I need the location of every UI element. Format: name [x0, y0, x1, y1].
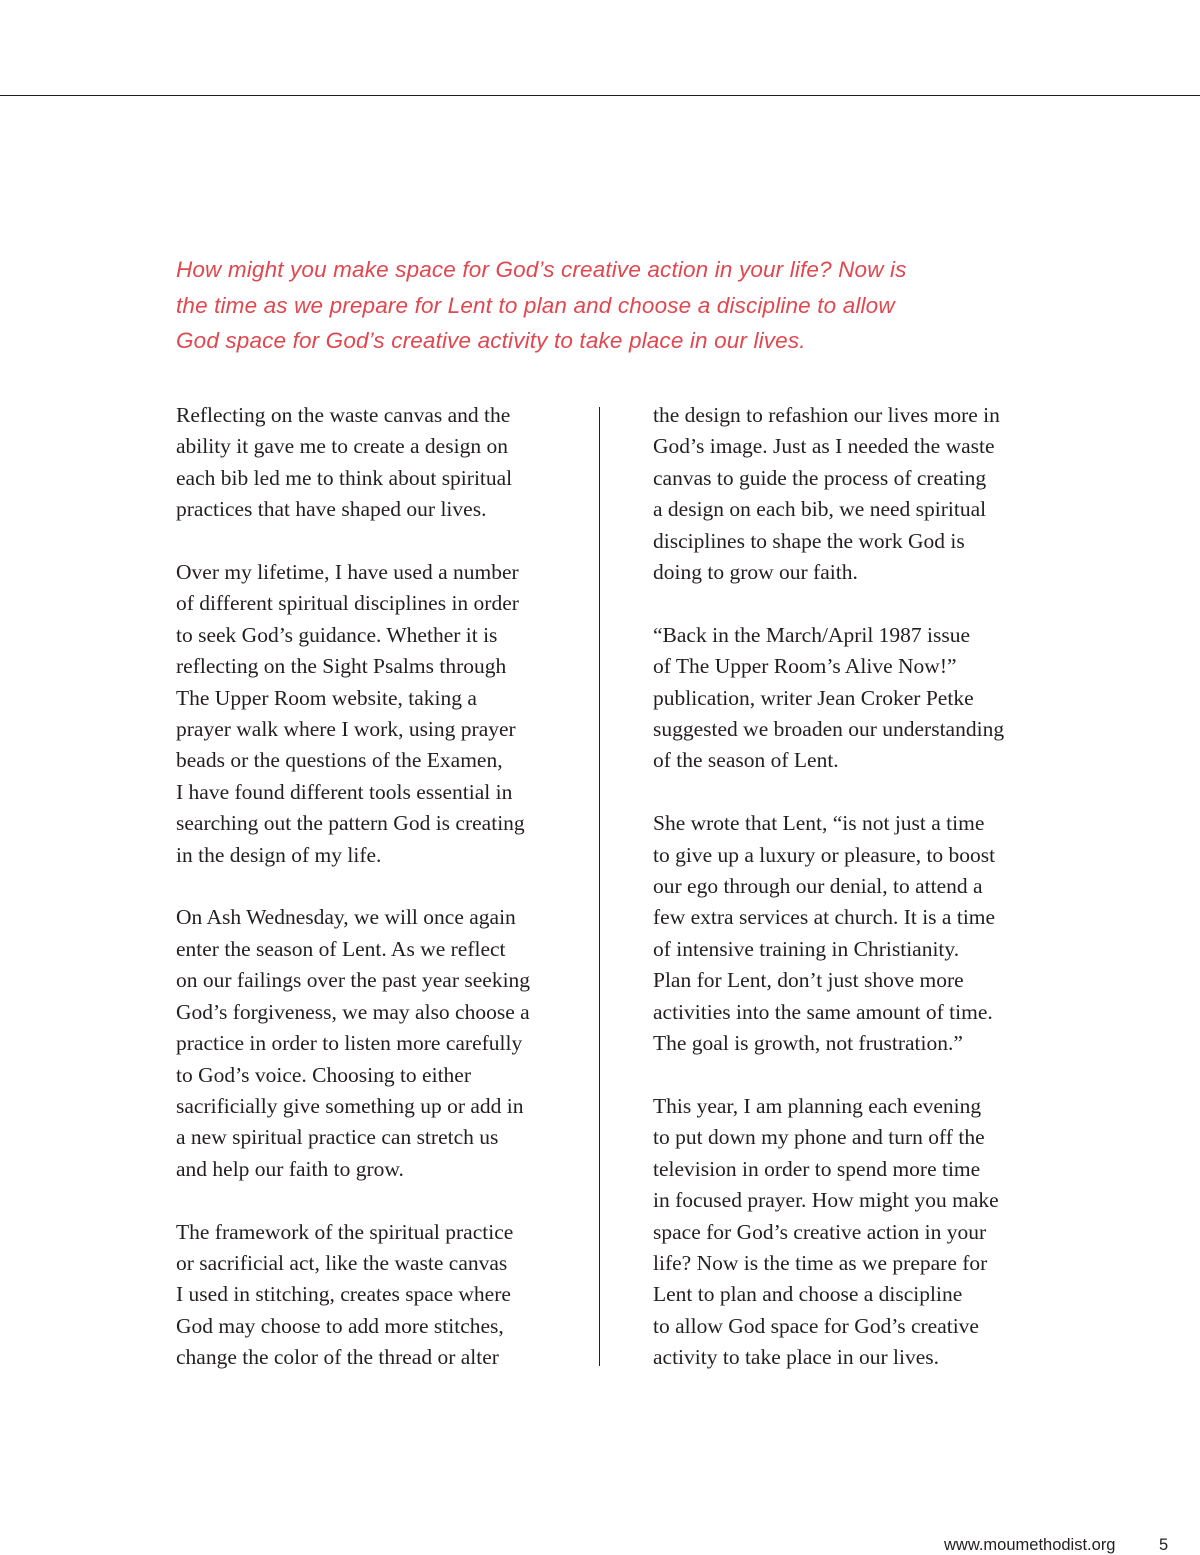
- body-paragraph: [653, 620, 1053, 777]
- body-paragraph: [653, 400, 1053, 588]
- text-line: of the season of Lent.: [653, 748, 839, 773]
- text-line: activity to take place in our lives.: [653, 1345, 939, 1370]
- text-line: the design to refashion our lives more in: [653, 403, 1000, 427]
- text-line: sacrificially give something up or add in: [176, 1093, 524, 1118]
- text-line: She wrote that Lent, “is not just a time: [653, 811, 985, 836]
- text-line: publication, writer Jean Croker Petke: [653, 685, 974, 710]
- page-number: 5: [1159, 1536, 1169, 1554]
- body-paragraph: [176, 902, 566, 1185]
- text-line: television in order to spend more time: [653, 1156, 981, 1181]
- text-line: beads or the questions of the Examen,: [176, 748, 503, 773]
- text-line: or sacrificial act, like the waste canvas: [176, 1250, 508, 1275]
- text-line: Plan for Lent, don’t just shove more: [653, 968, 964, 993]
- text-line: enter the season of Lent. As we reflect: [176, 936, 506, 961]
- text-line: The goal is growth, not frustration.”: [653, 1031, 963, 1056]
- text-line: of The Upper Room’s Alive Now!”: [653, 654, 957, 679]
- text-line: each bib led me to think about spiritual: [176, 465, 513, 490]
- text-line: a new spiritual practice can stretch us: [176, 1125, 499, 1150]
- text-line: on our failings over the past year seeking: [176, 968, 531, 993]
- text-line: Over my lifetime, I have used a number: [176, 560, 519, 585]
- text-line: doing to grow our faith.: [653, 560, 858, 585]
- pull-quote-line: God space for God’s creative activity to take place in our lives.: [176, 328, 806, 353]
- text-line: canvas to guide the process of creating: [653, 465, 987, 490]
- text-line: On Ash Wednesday, we will once again: [176, 905, 516, 930]
- text-line: few extra services at church. It is a time: [653, 905, 996, 930]
- text-line: in focused prayer. How might you make: [653, 1188, 999, 1213]
- text-line: prayer walk where I work, using prayer: [176, 717, 516, 742]
- text-line: “Back in the March/April 1987 issue: [653, 622, 971, 647]
- text-line: a design on each bib, we need spiritual: [653, 497, 987, 522]
- text-line: God’s image. Just as I needed the waste: [653, 434, 995, 459]
- left-column: [176, 400, 566, 1405]
- text-line: I have found different tools essential in: [176, 779, 513, 804]
- body-paragraph: [176, 557, 566, 871]
- body-paragraph: [653, 1091, 1053, 1374]
- text-line: God’s forgiveness, we may also choose a: [176, 999, 530, 1024]
- text-line: ability it gave me to create a design on: [176, 434, 508, 459]
- text-line: to give up a luxury or pleasure, to boost: [653, 842, 996, 867]
- pull-quote: [176, 252, 1036, 359]
- text-line: of different spiritual disciplines in order: [176, 591, 519, 616]
- text-line: Reflecting on the waste canvas and the: [176, 403, 511, 427]
- text-line: and help our faith to grow.: [176, 1156, 404, 1181]
- text-line: activities into the same amount of time.: [653, 999, 993, 1024]
- text-line: reflecting on the Sight Psalms through: [176, 654, 507, 679]
- footer-website-url: www.moumethodist.org: [944, 1536, 1116, 1554]
- right-column: [653, 400, 1053, 1405]
- body-paragraph: [176, 1217, 566, 1374]
- text-line: I used in stitching, creates space where: [176, 1282, 511, 1307]
- text-line: disciplines to shape the work God is: [653, 528, 965, 553]
- column-divider: [599, 407, 600, 1366]
- text-line: suggested we broaden our understanding: [653, 717, 1005, 742]
- top-rule: [0, 95, 1200, 96]
- text-line: to allow God space for God’s creative: [653, 1313, 979, 1338]
- text-line: The Upper Room website, taking a: [176, 685, 477, 710]
- body-paragraph: [653, 808, 1053, 1059]
- text-line: life? Now is the time as we prepare for: [653, 1250, 988, 1275]
- text-line: God may choose to add more stitches,: [176, 1313, 504, 1338]
- pull-quote-line: the time as we prepare for Lent to plan and choose a discipline to allow: [176, 292, 895, 318]
- text-line: This year, I am planning each evening: [653, 1093, 982, 1118]
- text-line: of intensive training in Christianity.: [653, 936, 960, 961]
- text-line: practice in order to listen more carefully: [176, 1031, 523, 1056]
- text-line: to seek God’s guidance. Whether it is: [176, 622, 498, 647]
- text-line: our ego through our denial, to attend a: [653, 874, 983, 899]
- pull-quote-line: How might you make space for God’s creative action in your life? Now is: [176, 257, 907, 282]
- text-line: space for God’s creative action in your: [653, 1219, 987, 1244]
- text-line: to God’s voice. Choosing to either: [176, 1062, 471, 1087]
- text-line: practices that have shaped our lives.: [176, 497, 487, 522]
- text-line: change the color of the thread or alter: [176, 1345, 499, 1370]
- text-line: Lent to plan and choose a discipline: [653, 1282, 963, 1307]
- text-line: searching out the pattern God is creating: [176, 811, 525, 836]
- body-paragraph: [176, 400, 566, 526]
- text-line: in the design of my life.: [176, 842, 382, 867]
- text-line: The framework of the spiritual practice: [176, 1219, 514, 1244]
- text-line: to put down my phone and turn off the: [653, 1125, 985, 1150]
